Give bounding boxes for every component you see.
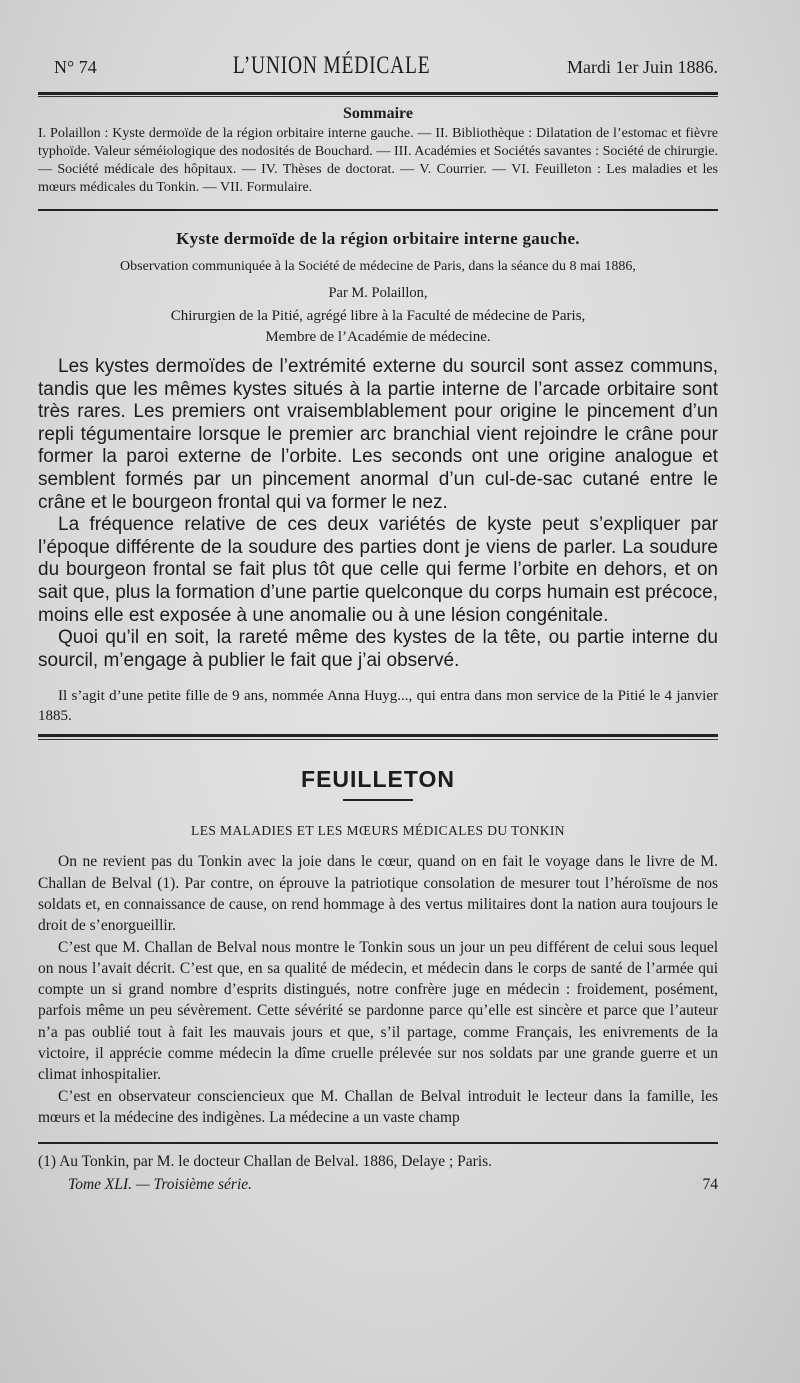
article-author: Par M. Polaillon,	[328, 285, 428, 301]
feuilleton-paragraph-1: On ne revient pas du Tonkin avec la joie dans le cœur, quand on en fait le voyage dans le livre de M. Challan de Belval (1). Par contre, on éprouve la patriotique consolation de mesurer tout l’héroïsme de nos soldats et, en connaissance de cause, on rend hommage à des vertus militaires dont la nation aura toujours le droit de s’enorgueillir.	[38, 853, 718, 935]
journal-title: L’UNION MÉDICALE	[233, 52, 431, 79]
summary-text: I. Polaillon : Kyste dermoïde de la région orbitaire interne gauche. — II. Bibliothèque : Dilatation de l’estomac et fièvre typhoïde. Valeur séméiologique des nodosités de Bouchard. — III. Académies et Sociétés savantes : Société de chirurgie. — Société médicale des hôpitaux. — IV. Thèses de doctorat. — V. Courrier. — VI. Feuilleton : Les maladies et les mœurs médicales du Tonkin. — VII. Formulaire.	[38, 126, 718, 195]
article-affiliation	[38, 306, 718, 348]
header-rule-thin	[38, 96, 718, 97]
summary-rule	[38, 209, 718, 211]
page-number: 74	[702, 1176, 718, 1194]
footnote: (1) Au Tonkin, par M. le docteur Challan de Belval. 1886, Delaye ; Paris.	[38, 1153, 493, 1171]
article-paragraph-1: Les kystes dermoïdes de l’extrémité externe du sourcil sont assez communs, tandis que les mêmes kystes situés à la partie interne de l’arcade orbitaire sont très rares. Les premiers ont vraisemblablement pour origine le pincement d’un repli tégumentaire lorsque le premier arc branchial vient rejoindre le crâne pour former la paroi externe de l’orbite. Les seconds ont une origine analogue et semblent formés par un pincement anormal d’un cul-de-sac cutané entre le crâne et le bourgeon frontal qui va former le nez.	[38, 356, 718, 513]
feuilleton-divider	[38, 734, 718, 737]
feuilleton-heading: LES MALADIES ET LES MŒURS MÉDICALES DU TONKIN	[191, 823, 565, 839]
feuilleton-underline	[343, 799, 413, 801]
summary-title: Sommaire	[343, 105, 413, 122]
affiliation-line-1: Chirurgien de la Pitié, agrégé libre à la Faculté de médecine de Paris,	[170, 308, 586, 324]
feuilleton-body	[38, 851, 718, 1128]
feuilleton-divider-thin	[38, 739, 718, 740]
page-content	[38, 52, 718, 1194]
masthead	[38, 52, 718, 92]
affiliation-line-2: Membre de l’Académie de médecine.	[265, 329, 491, 345]
header-rule	[38, 92, 718, 95]
issue-date: Mardi 1er Juin 1886.	[567, 57, 718, 77]
article-title: Kyste dermoïde de la région orbitaire interne gauche.	[176, 229, 580, 248]
volume-info: Tome XLI. — Troisième série.	[68, 1176, 253, 1194]
article-body	[38, 356, 718, 672]
issue-number: N° 74	[54, 57, 97, 77]
page-footer	[38, 1176, 718, 1194]
article-case	[38, 686, 718, 726]
article-paragraph-4: Il s’agit d’une petite fille de 9 ans, nommée Anna Huyg..., qui entra dans mon service de la Pitié le 4 janvier 1885.	[38, 688, 718, 725]
article-subtitle: Observation communiquée à la Société de médecine de Paris, dans la séance du 8 mai 1886,	[120, 259, 636, 274]
feuilleton-title: FEUILLETON	[301, 766, 455, 793]
article-paragraph-2: La fréquence relative de ces deux variétés de kyste peut s’expliquer par l’époque différente de la soudure des parties dont je viens de parler. La soudure du bourgeon frontal se fait plus tôt que celle qui ferme l’orbite en dehors, et on sait que, plus la formation d’une partie quelconque du corps humain est précoce, moins elle est exposée à une anomalie ou à une lésion congénitale.	[38, 514, 718, 626]
feuilleton-paragraph-3: C’est en observateur consciencieux que M. Challan de Belval introduit le lecteur dans la famille, les mœurs et la médecine des indigènes. La médecine a un vaste champ	[38, 1087, 718, 1126]
footnote-rule	[38, 1142, 718, 1144]
feuilleton-paragraph-2: C’est que M. Challan de Belval nous montre le Tonkin sous un jour un peu différent de celui sous lequel on nous l’avait décrit. C’est que, en sa qualité de médecin, et médecin dans le corps de santé de l’armée qui compte un si grand nombre d’esprits distingués, notre confrère juge en médecin : froidement, posément, parfois même un peu sévèrement. Cette sévérité se pardonne parce qu’elle est sincère et parce que l’auteur n’a pas oublié tout à fait les mauvais jours et que, s’il partage, comme Français, les enivrements de la victoire, il apprécie comme médecin la dîme cruelle prélevée sur nos soldats par une grande guerre et un climat inhospitalier.	[38, 938, 718, 1084]
article-paragraph-3: Quoi qu’il en soit, la rareté même des kystes de la tête, ou partie interne du sourcil, m’engage à publier le fait que j’ai observé.	[38, 627, 718, 671]
